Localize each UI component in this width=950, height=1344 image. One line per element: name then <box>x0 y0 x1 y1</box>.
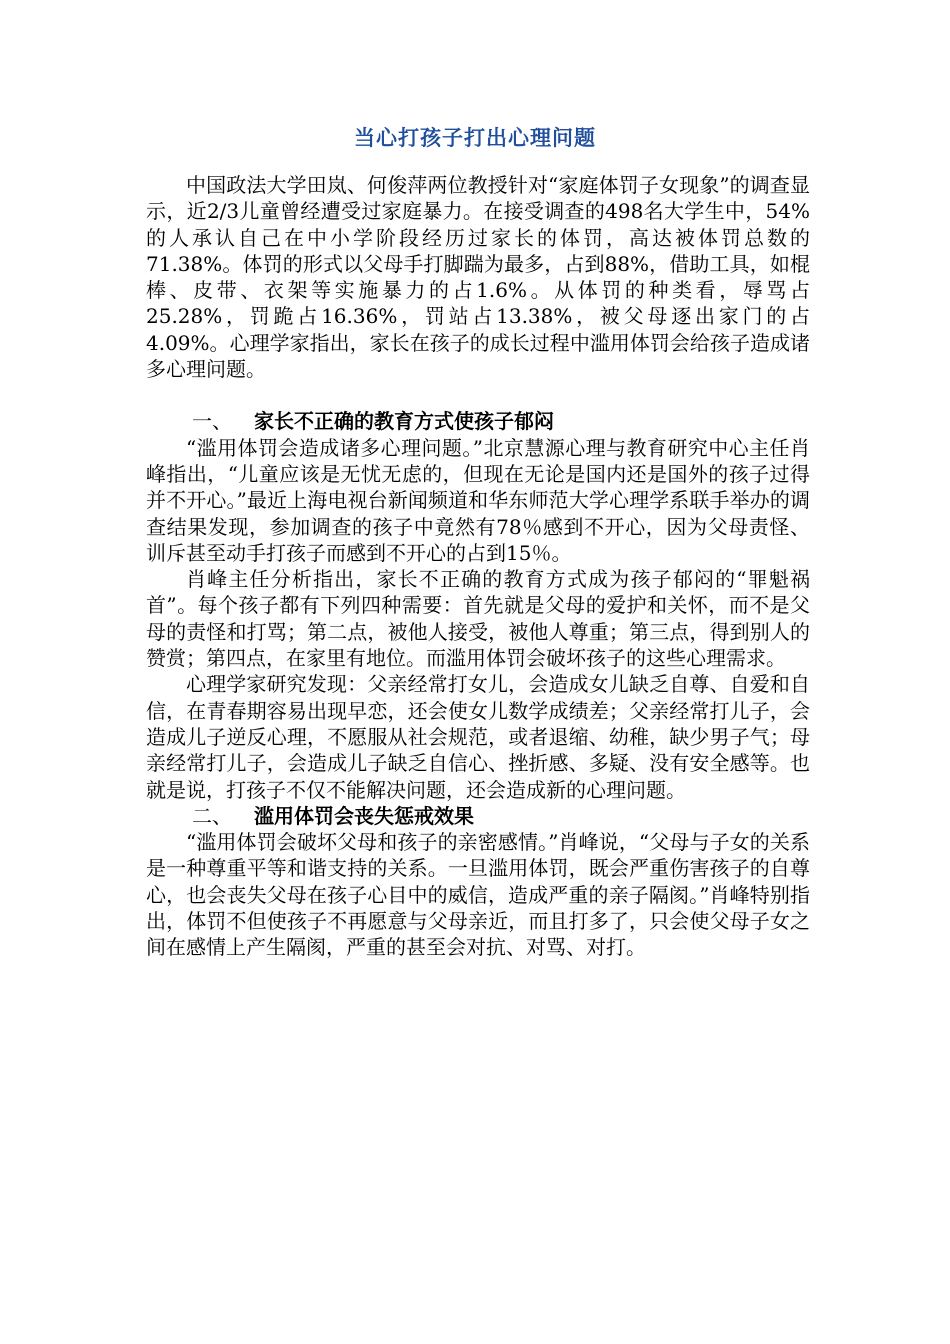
section-2-number: 二、 <box>192 803 232 828</box>
section-1-paragraph-3: 心理学家研究发现：父亲经常打女儿，会造成女儿缺乏自尊、自爱和自信，在青春期容易出现早恋，还会使女儿数学成绩差；父亲经常打儿子，会造成儿子逆反心理，不愿服从社会规范，或者退缩、幼稚，缺少男子气；母亲经常打儿子，会造成儿子缺乏自信心、挫折感、多疑、没有安全感等。也就是说，打孩子不仅不能解决问题，还会造成新的心理问题。 <box>146 672 810 802</box>
section-1-number: 一、 <box>192 409 232 434</box>
section-1-title: 家长不正确的教育方式使孩子郁闷 <box>254 409 554 434</box>
section-2-heading <box>146 803 810 829</box>
section-2-paragraph-1: “滥用体罚会破坏父母和孩子的亲密感情。”肖峰说，“父母与子女的关系是一种尊重平等和谐支持的关系。一旦滥用体罚，既会严重伤害孩子的自尊心，也会丧失父母在孩子心目中的威信，造成严重的亲子隔阂。”肖峰特别指出，体罚不但使孩子不再愿意与父母亲近，而且打多了，只会使父母子女之间在感情上产生隔阂，严重的甚至会对抗、对骂、对打。 <box>146 830 810 960</box>
section-1-heading <box>146 408 810 434</box>
paragraph-spacer <box>146 382 810 408</box>
intro-paragraph: 中国政法大学田岚、何俊萍两位教授针对“家庭体罚子女现象”的调查显示，近2/3儿童曾经遭受过家庭暴力。在接受调查的498名大学生中，54%的人承认自己在中小学阶段经历过家长的体罚，高达被体罚总数的71.38%。体罚的形式以父母手打脚踹为最多，占到88%，借助工具，如棍棒、皮带、衣架等实施暴力的占1.6%。从体罚的种类看，辱骂占25.28%，罚跪占16.36%，罚站占13.38%，被父母逐出家门的占4.09%。心理学家指出，家长在孩子的成长过程中滥用体罚会给孩子造成诸多心理问题。 <box>146 173 810 382</box>
document-body <box>146 172 810 961</box>
section-1-paragraph-2: 肖峰主任分析指出，家长不正确的教育方式成为孩子郁闷的“罪魁祸首”。每个孩子都有下列四种需要：首先就是父母的爱护和关怀，而不是父母的责怪和打骂；第二点，被他人接受，被他人尊重；第三点，得到别人的赞赏；第四点，在家里有地位。而滥用体罚会破坏孩子的这些心理需求。 <box>146 567 810 671</box>
section-2-title: 滥用体罚会丧失惩戒效果 <box>254 803 474 828</box>
document-title: 当心打孩子打出心理问题 <box>354 125 596 150</box>
section-1-paragraph-1: “滥用体罚会造成诸多心理问题。”北京慧源心理与教育研究中心主任肖峰指出，“儿童应该是无忧无虑的，但现在无论是国内还是国外的孩子过得并不开心。”最近上海电视台新闻频道和华东师范大学心理学系联手举办的调查结果发现，参加调查的孩子中竟然有78％感到不开心，因为父母责怪、训斥甚至动手打孩子而感到不开心的占到15％。 <box>146 435 810 565</box>
